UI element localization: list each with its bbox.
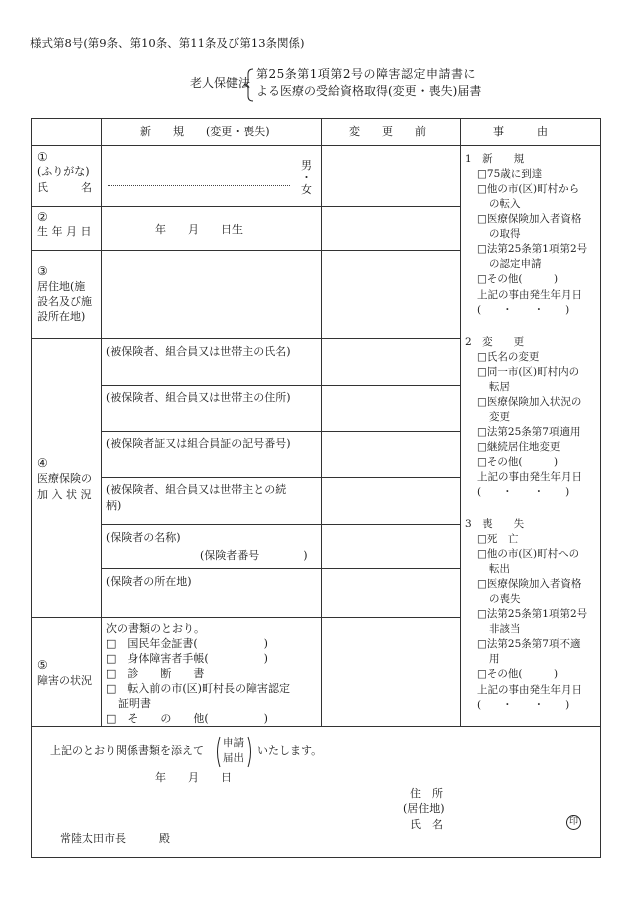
row1-kana: (ふりがな): [37, 165, 90, 178]
reason-loss-transfer-out[interactable]: □他の市(区)町村への: [477, 548, 580, 560]
reason-new-transfer-in[interactable]: □他の市(区)町村から: [477, 183, 580, 195]
row2-label: 生 年 月 日: [37, 225, 92, 238]
reason-new-certify-cont: の認定申請: [489, 258, 542, 270]
insurer-name-field[interactable]: (保険者の名称): [106, 531, 181, 544]
reason-change-other[interactable]: □その他( ): [477, 456, 559, 468]
row3-label1: 居住地(施: [37, 280, 86, 293]
insurer-number-field[interactable]: (保険者番号 ): [200, 549, 308, 562]
reason-change-date-label: 上記の事由発生年月日: [477, 471, 582, 483]
name-input[interactable]: [104, 150, 294, 202]
title-line1: 第25条第1項第2号の障害認定申請書に: [256, 67, 477, 81]
reason-new-certify[interactable]: □法第25条第1項第2号: [477, 243, 588, 255]
doc-pension-checkbox[interactable]: □ 国民年金証書( ): [106, 637, 268, 650]
row4-num: ④: [37, 456, 48, 470]
address-input[interactable]: [104, 253, 318, 335]
reason-new-acquire-cont: の取得: [489, 228, 521, 240]
doc-transfer-checkbox[interactable]: □ 転入前の市(区)町村長の障害認定: [106, 682, 290, 695]
footer-statement-pre: 上記のとおり関係書類を添えて: [50, 744, 204, 757]
doc-handbook-checkbox[interactable]: □ 身体障害者手帳( ): [106, 652, 268, 665]
reason-change-continue[interactable]: □継続居住地変更: [477, 441, 561, 453]
paren-left-icon: [214, 736, 222, 768]
insured-name-field[interactable]: (被保険者、組合員又は世帯主の氏名): [106, 345, 291, 358]
reason-loss-not-applicable-cont: 非該当: [489, 623, 521, 635]
doc-transfer-cont: 証明書: [118, 697, 151, 710]
reason-new-age75[interactable]: □75歳に到達: [477, 168, 543, 180]
row1-male: 男: [301, 159, 312, 172]
reason-new-date-label: 上記の事由発生年月日: [477, 289, 582, 301]
footer-address-label: 住 所: [410, 787, 443, 800]
reason-new-acquire[interactable]: □医療保険加入者資格: [477, 213, 582, 225]
insurance-number-field[interactable]: (被保険者証又は組合員証の記号番号): [106, 437, 291, 450]
reason-loss-art7[interactable]: □法第25条第7項不適: [477, 638, 581, 650]
row3-label2: 設名及び施: [37, 295, 92, 308]
row1-dot: ・: [301, 171, 312, 184]
insured-address-field[interactable]: (被保険者、組合員又は世帯主の住所): [106, 391, 291, 404]
form-label: 様式第8号(第9条、第10条、第11条及び第13条関係): [30, 36, 305, 50]
footer-statement-post: いたします。: [257, 744, 323, 757]
row3-label3: 設所在地): [37, 310, 86, 323]
reason-change-art7[interactable]: □法第25条第7項適用: [477, 426, 581, 438]
reason-change-name[interactable]: □氏名の変更: [477, 351, 540, 363]
reason-loss-date[interactable]: ( ・ ・ ): [477, 699, 570, 711]
paren-right-icon: [246, 736, 254, 768]
title-law: 老人保健法: [190, 76, 251, 90]
row1-female: 女: [301, 183, 312, 196]
brace-icon: [243, 68, 255, 102]
doc-diagnosis-checkbox[interactable]: □ 診 断 書: [106, 667, 205, 680]
footer-date[interactable]: 年 月 日: [155, 771, 232, 784]
row4-label1: 医療保険の: [37, 472, 92, 485]
reason-change-insurance[interactable]: □医療保険加入状況の: [477, 396, 582, 408]
reason-loss-transfer-out-cont: 転出: [489, 563, 510, 575]
option-apply[interactable]: 申請: [223, 737, 244, 749]
row5-intro: 次の書類のとおり。: [106, 622, 205, 635]
reason-loss-other[interactable]: □その他( ): [477, 668, 559, 680]
reason-new-other[interactable]: □その他( ): [477, 273, 559, 285]
birthdate-field[interactable]: 年 月 日生: [155, 223, 243, 236]
reason-change-head: 2 変 更: [465, 336, 525, 348]
reason-loss-art7-cont: 用: [489, 653, 500, 665]
reason-loss-death[interactable]: □死 亡: [477, 533, 519, 545]
reason-loss-head: 3 喪 失: [465, 518, 525, 530]
title-line2: よる医療の受給資格取得(変更・喪失)届書: [256, 84, 482, 98]
reason-change-move-cont: 転居: [489, 381, 510, 393]
doc-other-checkbox[interactable]: □ そ の 他( ): [106, 712, 268, 725]
footer-mayor: 常陸太田市長 殿: [60, 832, 170, 845]
reason-new-transfer-in-cont: の転入: [489, 198, 521, 210]
reason-change-date[interactable]: ( ・ ・ ): [477, 486, 570, 498]
row5-num: ⑤: [37, 658, 48, 672]
seal-icon: 印: [566, 815, 581, 830]
relationship-field-cont: 柄): [106, 499, 122, 512]
relationship-field[interactable]: (被保険者、組合員又は世帯主との続: [106, 483, 287, 496]
reason-loss-date-label: 上記の事由発生年月日: [477, 684, 582, 696]
row5-label: 障害の状況: [37, 674, 92, 687]
reason-new-date[interactable]: ( ・ ・ ): [477, 304, 570, 316]
insurer-address-field[interactable]: (保険者の所在地): [106, 575, 192, 588]
header-new: 新 規 (変更・喪失): [140, 125, 270, 138]
footer-name-label: 氏 名: [410, 818, 443, 831]
row1-num: ①: [37, 150, 48, 164]
row2-num: ②: [37, 210, 48, 224]
header-before: 変 更 前: [349, 125, 426, 138]
reason-new-head: 1 新 規: [465, 153, 525, 165]
row3-num: ③: [37, 264, 48, 278]
reason-loss-not-applicable[interactable]: □法第25条第1項第2号: [477, 608, 588, 620]
option-notify[interactable]: 届出: [223, 752, 244, 764]
row1-label: 氏 名: [37, 181, 92, 194]
footer-residence-label: (居住地): [403, 802, 445, 815]
reason-loss-disqualify-cont: の喪失: [489, 593, 521, 605]
reason-change-move[interactable]: □同一市(区)町村内の: [477, 366, 580, 378]
header-reason: 事 由: [493, 125, 548, 138]
reason-loss-disqualify[interactable]: □医療保険加入者資格: [477, 578, 582, 590]
reason-change-insurance-cont: 変更: [489, 411, 510, 423]
row4-label2: 加 入 状 況: [37, 488, 92, 501]
